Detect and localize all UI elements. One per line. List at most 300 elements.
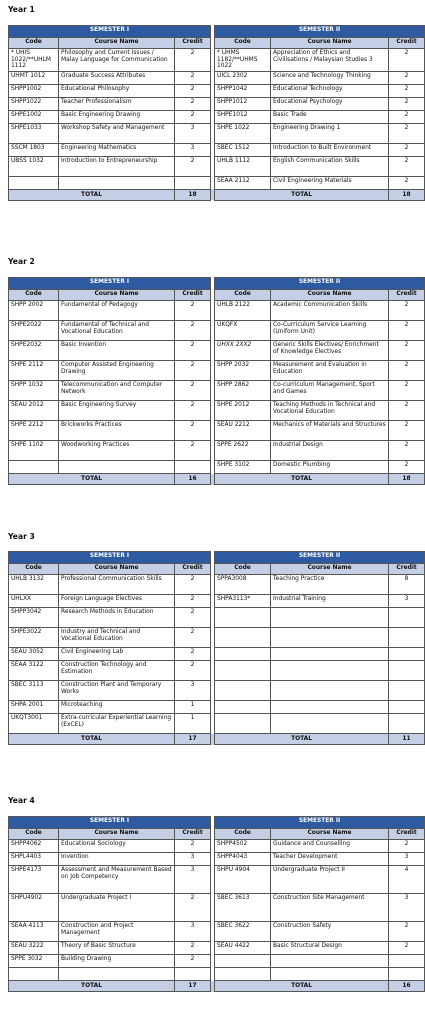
course-credit-cell: 2 (389, 123, 425, 143)
sem2-total-credit: 18 (389, 189, 425, 200)
year-label: Year 2 (8, 257, 35, 266)
course-code-cell: SHPP1042 (215, 84, 271, 97)
course-name-cell: Basic Engineering Survey (59, 401, 175, 421)
sem2-code-header: Code (215, 829, 271, 840)
course-code-cell: SHPP1012 (215, 97, 271, 110)
course-name-cell: Construction Site Management (271, 894, 389, 922)
course-name-cell: Philosophy and Current Issues / Malay Language for Communication (59, 49, 175, 72)
sem1-total-label: TOTAL (9, 734, 175, 745)
course-credit-cell: 2 (389, 84, 425, 97)
table-row (9, 176, 425, 189)
table-row (9, 49, 425, 72)
course-credit-cell: 2 (389, 441, 425, 461)
course-credit-cell: 2 (389, 110, 425, 123)
course-credit-cell: 2 (175, 84, 211, 97)
course-name-cell (271, 661, 389, 681)
course-name-cell: Teaching Methods in Technical and Vocational Education (271, 401, 389, 421)
course-credit-cell: 3 (175, 123, 211, 143)
course-name-cell: Telecommunication and Computer Network (59, 381, 175, 401)
table-row (9, 361, 425, 381)
sem2-total-label: TOTAL (215, 189, 389, 200)
course-credit-cell: 2 (175, 321, 211, 341)
course-credit-cell (389, 701, 425, 714)
course-name-cell: Teacher Development (271, 853, 389, 866)
course-name-cell (271, 968, 389, 981)
semester-2-title: SEMESTER II (215, 278, 425, 290)
course-code-cell: SHPP 2002 (9, 301, 59, 321)
course-name-cell: Domestic Plumbing (271, 461, 389, 474)
course-code-cell (215, 681, 271, 701)
course-code-cell (215, 701, 271, 714)
course-credit-cell: 2 (389, 461, 425, 474)
course-name-cell: Academic Communication Skills (271, 301, 389, 321)
year-4-course-table (8, 816, 425, 992)
course-name-cell: Undergraduate Project I (59, 894, 175, 922)
course-name-cell: Industrial Training (271, 595, 389, 608)
course-code-cell: SHPE 2112 (9, 361, 59, 381)
course-code-cell: SEAU 4422 (215, 942, 271, 955)
sem1-total-label: TOTAL (9, 474, 175, 485)
course-credit-cell: 2 (389, 321, 425, 341)
course-code-cell: SEAA 3122 (9, 661, 59, 681)
column-header-row (9, 38, 425, 49)
course-code-cell: UICL 2302 (215, 71, 271, 84)
course-code-cell: SHPP1002 (9, 84, 59, 97)
course-credit-cell (175, 968, 211, 981)
table-row (9, 714, 425, 734)
course-name-cell: Construction Plant and Temporary Works (59, 681, 175, 701)
course-code-cell: SPPA3008 (215, 575, 271, 595)
course-credit-cell: 4 (389, 866, 425, 894)
course-name-cell: Engineering Mathematics (59, 143, 175, 156)
course-code-cell: SHPP3042 (9, 608, 59, 628)
course-name-cell: Engineering Drawing 1 (271, 123, 389, 143)
course-name-cell (271, 681, 389, 701)
table-row (9, 840, 425, 853)
course-code-cell: SHPE2032 (9, 341, 59, 361)
sem2-total-credit: 18 (389, 474, 425, 485)
total-row (9, 189, 425, 200)
course-code-cell: SHPL4403 (9, 853, 59, 866)
course-name-cell: Microteaching (59, 701, 175, 714)
semester-2-title: SEMESTER II (215, 552, 425, 564)
course-credit-cell: 3 (175, 681, 211, 701)
course-credit-cell: 2 (389, 401, 425, 421)
total-row (9, 474, 425, 485)
sem1-credit-header: Credit (175, 38, 211, 49)
table-row (9, 301, 425, 321)
course-code-cell: SHPP1022 (9, 97, 59, 110)
course-code-cell (215, 968, 271, 981)
course-name-cell: Industry and Technical and Vocational Education (59, 628, 175, 648)
course-name-cell: Fundamental of Technical and Vocational Education (59, 321, 175, 341)
course-name-cell: Construction and Project Management (59, 922, 175, 942)
sem1-code-header: Code (9, 564, 59, 575)
course-code-cell (215, 608, 271, 628)
course-code-cell: UHLB 2122 (215, 301, 271, 321)
course-code-cell: SBEC 1512 (215, 143, 271, 156)
course-name-cell: Co-curriculum Management, Sport and Games (271, 381, 389, 401)
course-credit-cell: 8 (389, 575, 425, 595)
course-credit-cell: 2 (175, 301, 211, 321)
semester-header-row (9, 26, 425, 38)
course-name-cell (271, 714, 389, 734)
course-credit-cell: 2 (389, 361, 425, 381)
course-code-cell: SHPE1033 (9, 123, 59, 143)
sem2-code-header: Code (215, 290, 271, 301)
table-row (9, 110, 425, 123)
sem1-code-header: Code (9, 829, 59, 840)
sem2-credit-header: Credit (389, 829, 425, 840)
course-code-cell: SHPU 4904 (215, 866, 271, 894)
sem2-total-label: TOTAL (215, 981, 389, 992)
course-credit-cell (175, 176, 211, 189)
table-row (9, 681, 425, 701)
course-name-cell: Computer Assisted Engineering Drawing (59, 361, 175, 381)
table-row (9, 942, 425, 955)
table-row (9, 894, 425, 922)
semester-1-title: SEMESTER I (9, 552, 211, 564)
course-credit-cell: 2 (389, 156, 425, 176)
sem2-code-header: Code (215, 564, 271, 575)
course-name-cell: Research Methods in Education (59, 608, 175, 628)
sem2-course-name-header: Course Name (271, 829, 389, 840)
table-row (9, 441, 425, 461)
course-name-cell: Industrial Design (271, 441, 389, 461)
course-credit-cell: 2 (175, 942, 211, 955)
table-row (9, 156, 425, 176)
course-credit-cell: 3 (389, 853, 425, 866)
course-code-cell: UKQFX (215, 321, 271, 341)
year-label: Year 1 (8, 5, 35, 14)
course-code-cell: SBEC 3613 (215, 894, 271, 922)
table-row (9, 648, 425, 661)
course-code-cell: SHPE 3102 (215, 461, 271, 474)
course-name-cell (271, 628, 389, 648)
course-code-cell (215, 628, 271, 648)
course-code-cell: SHPE2022 (9, 321, 59, 341)
sem2-total-credit: 16 (389, 981, 425, 992)
table-row (9, 701, 425, 714)
course-code-cell: UBSS 1032 (9, 156, 59, 176)
course-name-cell: Teaching Practice (271, 575, 389, 595)
table-row (9, 97, 425, 110)
course-credit-cell (389, 968, 425, 981)
course-code-cell: SHPE4173 (9, 866, 59, 894)
table-row (9, 922, 425, 942)
course-name-cell (271, 701, 389, 714)
course-name-cell: Foreign Language Electives (59, 595, 175, 608)
course-credit-cell (389, 661, 425, 681)
course-name-cell (271, 648, 389, 661)
course-code-cell: SBEC 3113 (9, 681, 59, 701)
course-credit-cell (389, 628, 425, 648)
course-code-cell (9, 968, 59, 981)
column-header-row (9, 290, 425, 301)
course-name-cell: Assessment and Measurement Based on Job Competency (59, 866, 175, 894)
year-2-course-table (8, 277, 425, 485)
sem1-code-header: Code (9, 290, 59, 301)
course-name-cell: Educational Psychology (271, 97, 389, 110)
course-name-cell: Woodworking Practices (59, 441, 175, 461)
table-row (9, 84, 425, 97)
total-row (9, 734, 425, 745)
course-credit-cell: 2 (389, 922, 425, 942)
table-row (9, 421, 425, 441)
course-credit-cell: 3 (389, 595, 425, 608)
course-credit-cell: 2 (175, 955, 211, 968)
course-code-cell (215, 648, 271, 661)
course-credit-cell: 2 (175, 401, 211, 421)
course-credit-cell: 2 (175, 575, 211, 595)
semester-1-title: SEMESTER I (9, 278, 211, 290)
course-credit-cell: 2 (175, 441, 211, 461)
course-code-cell: SPPE 2622 (215, 441, 271, 461)
course-code-cell: UHLB 1112 (215, 156, 271, 176)
course-code-cell: * UHIS 1022/**UHLM 1112 (9, 49, 59, 72)
semester-header-row (9, 552, 425, 564)
sem1-total-credit: 17 (175, 981, 211, 992)
semester-header-row (9, 278, 425, 290)
course-credit-cell (175, 461, 211, 474)
table-row (9, 461, 425, 474)
sem2-credit-header: Credit (389, 290, 425, 301)
course-name-cell: Construction Safety (271, 922, 389, 942)
course-code-cell: SEAA 4113 (9, 922, 59, 942)
table-row (9, 595, 425, 608)
course-code-cell: SHPP 1032 (9, 381, 59, 401)
course-name-cell: English Communication Skills (271, 156, 389, 176)
course-credit-cell: 2 (389, 381, 425, 401)
column-header-row (9, 829, 425, 840)
course-credit-cell: 3 (175, 143, 211, 156)
course-code-cell: UKQT3001 (9, 714, 59, 734)
course-credit-cell: 2 (389, 176, 425, 189)
course-code-cell: SHPU4902 (9, 894, 59, 922)
course-credit-cell (389, 648, 425, 661)
sem2-total-label: TOTAL (215, 474, 389, 485)
sem2-course-name-header: Course Name (271, 564, 389, 575)
course-name-cell: Educational Sociology (59, 840, 175, 853)
course-name-cell: Civil Engineering Materials (271, 176, 389, 189)
course-name-cell (271, 608, 389, 628)
course-code-cell: UHLB 3132 (9, 575, 59, 595)
course-code-cell: SEAU 2212 (215, 421, 271, 441)
course-code-cell: SHPP 2032 (215, 361, 271, 381)
course-name-cell: Educational Philosophy (59, 84, 175, 97)
course-name-cell: Basic Engineering Drawing (59, 110, 175, 123)
table-row (9, 71, 425, 84)
course-code-cell: SEAA 2112 (215, 176, 271, 189)
course-name-cell: Brickworks Practices (59, 421, 175, 441)
course-credit-cell: 1 (175, 701, 211, 714)
sem1-credit-header: Credit (175, 290, 211, 301)
course-code-cell: SHPP4502 (215, 840, 271, 853)
course-code-cell: SHPE 2012 (215, 401, 271, 421)
course-credit-cell: 2 (389, 942, 425, 955)
table-row (9, 143, 425, 156)
course-credit-cell: 2 (389, 421, 425, 441)
course-code-cell: SHPE3022 (9, 628, 59, 648)
course-credit-cell: 2 (175, 71, 211, 84)
course-name-cell: Fundamental of Pedagogy (59, 301, 175, 321)
course-credit-cell: 3 (175, 853, 211, 866)
course-name-cell: Construction Technology and Estimation (59, 661, 175, 681)
semester-2-title: SEMESTER II (215, 817, 425, 829)
course-code-cell: SPPE 3032 (9, 955, 59, 968)
course-code-cell (215, 661, 271, 681)
course-code-cell: SEAU 3222 (9, 942, 59, 955)
course-code-cell: SHPE 1102 (9, 441, 59, 461)
column-header-row (9, 564, 425, 575)
sem1-total-credit: 18 (175, 189, 211, 200)
course-name-cell: Measurement and Evaluation in Education (271, 361, 389, 381)
course-credit-cell: 2 (175, 840, 211, 853)
sem1-course-name-header: Course Name (59, 829, 175, 840)
course-credit-cell: 2 (175, 341, 211, 361)
year-1-course-table (8, 25, 425, 201)
total-row (9, 981, 425, 992)
sem1-total-credit: 17 (175, 734, 211, 745)
table-row (9, 123, 425, 143)
course-credit-cell: 2 (175, 628, 211, 648)
year-label: Year 4 (8, 796, 35, 805)
course-credit-cell: 2 (175, 97, 211, 110)
course-name-cell: Building Drawing (59, 955, 175, 968)
course-credit-cell (389, 608, 425, 628)
course-code-cell: SEAU 3052 (9, 648, 59, 661)
course-name-cell: Introduction to Entrepreneurship (59, 156, 175, 176)
course-code-cell (215, 955, 271, 968)
course-code-cell: SHPE1002 (9, 110, 59, 123)
course-code-cell (9, 461, 59, 474)
course-name-cell: Basic Trade (271, 110, 389, 123)
sem1-total-label: TOTAL (9, 189, 175, 200)
course-name-cell: Science and Technology Thinking (271, 71, 389, 84)
course-name-cell: Mechanics of Materials and Structures (271, 421, 389, 441)
table-row (9, 381, 425, 401)
course-name-cell (271, 955, 389, 968)
course-name-cell (59, 176, 175, 189)
course-code-cell: SHPE 1022 (215, 123, 271, 143)
course-name-cell: Appreciation of Ethics and Civilisations / Malaysian Studies 3 (271, 49, 389, 72)
course-name-cell: Professional Communication Skills (59, 575, 175, 595)
table-row (9, 341, 425, 361)
course-code-cell: SHPA3113* (215, 595, 271, 608)
course-name-cell: Basic Invention (59, 341, 175, 361)
course-credit-cell: 2 (175, 156, 211, 176)
course-credit-cell: 2 (175, 110, 211, 123)
table-row (9, 955, 425, 968)
course-code-cell: SBEC 3622 (215, 922, 271, 942)
year-3-course-table (8, 551, 425, 745)
table-row (9, 575, 425, 595)
course-code-cell: SEAU 2012 (9, 401, 59, 421)
course-credit-cell: 2 (175, 49, 211, 72)
course-name-cell: Undergraduate Project II (271, 866, 389, 894)
semester-header-row (9, 817, 425, 829)
table-row (9, 968, 425, 981)
table-row (9, 866, 425, 894)
course-code-cell: SHPP 2862 (215, 381, 271, 401)
sem1-total-credit: 16 (175, 474, 211, 485)
course-credit-cell (389, 681, 425, 701)
course-name-cell: Basic Structural Design (271, 942, 389, 955)
course-name-cell: Co-Curriculum Service Learning (Uniform Unit) (271, 321, 389, 341)
course-credit-cell: 2 (389, 341, 425, 361)
table-row (9, 661, 425, 681)
course-credit-cell: 2 (175, 381, 211, 401)
table-row (9, 608, 425, 628)
sem1-course-name-header: Course Name (59, 290, 175, 301)
course-credit-cell: 3 (175, 866, 211, 894)
course-name-cell: Educational Technology (271, 84, 389, 97)
course-code-cell: SHPE1012 (215, 110, 271, 123)
course-credit-cell: 2 (175, 361, 211, 381)
course-name-cell: Teacher Professionalism (59, 97, 175, 110)
sem2-course-name-header: Course Name (271, 38, 389, 49)
table-row (9, 321, 425, 341)
table-row (9, 401, 425, 421)
course-credit-cell: 2 (389, 301, 425, 321)
semester-1-title: SEMESTER I (9, 26, 211, 38)
course-code-cell: SSCM 1803 (9, 143, 59, 156)
course-code-cell: SHPP4043 (215, 853, 271, 866)
sem2-total-label: TOTAL (215, 734, 389, 745)
course-name-cell: Generic Skills Electives/ Enrichment of Knowledge Electives (271, 341, 389, 361)
course-credit-cell: 2 (389, 143, 425, 156)
course-name-cell: Civil Engineering Lab (59, 648, 175, 661)
course-name-cell: Introduction to Built Environment (271, 143, 389, 156)
course-credit-cell: 1 (175, 714, 211, 734)
sem1-credit-header: Credit (175, 829, 211, 840)
sem1-code-header: Code (9, 38, 59, 49)
course-code-cell: SHPE 2212 (9, 421, 59, 441)
course-code-cell: UHLXX (9, 595, 59, 608)
semester-1-title: SEMESTER I (9, 817, 211, 829)
course-credit-cell: 2 (389, 97, 425, 110)
course-code-cell: UHMT 1012 (9, 71, 59, 84)
sem2-course-name-header: Course Name (271, 290, 389, 301)
sem2-code-header: Code (215, 38, 271, 49)
course-name-cell (59, 461, 175, 474)
course-credit-cell: 2 (175, 648, 211, 661)
year-label: Year 3 (8, 532, 35, 541)
table-row (9, 628, 425, 648)
course-credit-cell: 2 (389, 71, 425, 84)
course-name-cell (59, 968, 175, 981)
course-code-cell: * UHMS 1182/**UHMS 1022 (215, 49, 271, 72)
course-credit-cell: 2 (389, 840, 425, 853)
table-row (9, 853, 425, 866)
semester-2-title: SEMESTER II (215, 26, 425, 38)
course-name-cell: Invention (59, 853, 175, 866)
course-name-cell: Guidance and Counselling (271, 840, 389, 853)
course-credit-cell: 3 (389, 894, 425, 922)
course-code-cell: UHXX 2XX2 (215, 341, 271, 361)
course-code-cell: SHPA 2001 (9, 701, 59, 714)
course-code-cell: SHPP4062 (9, 840, 59, 853)
course-credit-cell: 2 (175, 661, 211, 681)
course-code-cell (215, 714, 271, 734)
course-name-cell: Workshop Safety and Management (59, 123, 175, 143)
course-credit-cell (389, 955, 425, 968)
course-credit-cell: 2 (389, 49, 425, 72)
sem2-credit-header: Credit (389, 38, 425, 49)
course-code-cell (9, 176, 59, 189)
course-credit-cell (389, 714, 425, 734)
sem1-course-name-header: Course Name (59, 564, 175, 575)
